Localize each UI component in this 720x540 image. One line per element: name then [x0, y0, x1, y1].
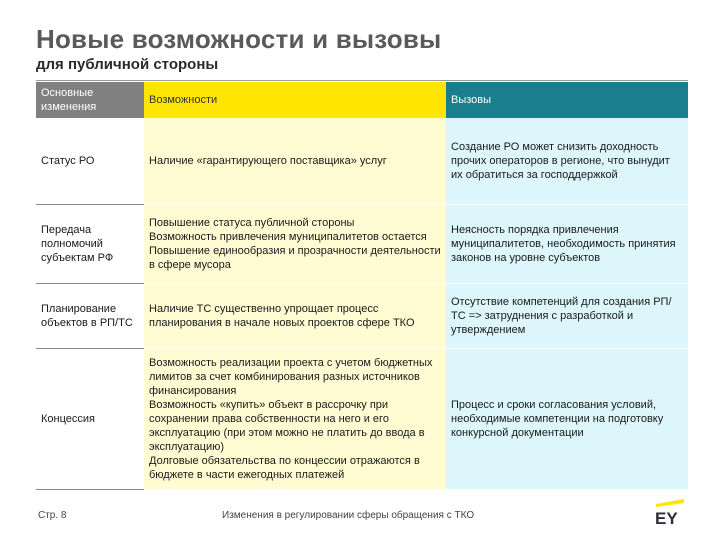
opportunity-item: Возможность «купить» объект в рассрочку при сохранении права собственности на него и его эксплуатацию (при этом можно не платить до ввода в эксплуатацию)	[149, 399, 425, 453]
challenge-item: Процесс и сроки согласования условий, необходимые компетенции на подготовку конкурсной документации	[451, 399, 664, 439]
change-cell: Концессия	[36, 349, 144, 490]
opportunities-cell	[144, 284, 446, 349]
challenges-cell	[446, 118, 688, 205]
logo-beam	[656, 499, 684, 507]
opportunity-item: Долговые обязательства по концессии отражаются в бюджете в части ежегодных платежей	[149, 455, 420, 481]
opportunity-item: Наличие ТС существенно упрощает процесс планирования в начале новых проектов сфере ТКО	[149, 303, 415, 329]
page-subtitle: для публичной стороны	[36, 56, 219, 73]
challenge-item: Отсутствие компетенций для создания РП/ТС => затруднения с разработкой и утверждением	[451, 296, 672, 336]
challenges-cell	[446, 349, 688, 490]
header-challenges: Вызовы	[446, 82, 688, 118]
logo-letters: EY	[655, 509, 678, 526]
header-changes: Основные изменения	[36, 82, 144, 118]
opportunity-item: Повышение единообразия и прозрачности деятельности в сфере мусора	[149, 245, 441, 271]
opportunity-item: Наличие «гарантирующего поставщика» услуг	[149, 155, 387, 167]
table-row	[36, 349, 688, 490]
challenges-cell	[446, 284, 688, 349]
change-cell: Передача полномочий субъектам РФ	[36, 205, 144, 284]
title-divider	[36, 80, 688, 81]
change-cell: Статус РО	[36, 118, 144, 205]
change-cell: Планирование объектов в РП/ТС	[36, 284, 144, 349]
opportunity-item: Возможность реализации проекта с учетом бюджетных лимитов за счет комбинирования разных источников финансирования	[149, 357, 433, 397]
table-row	[36, 284, 688, 349]
table-header-row	[36, 82, 688, 118]
opportunities-cell	[144, 205, 446, 284]
page-number: Стр. 8	[38, 510, 67, 521]
opportunity-item: Возможность привлечения муниципалитетов остается	[149, 231, 427, 243]
footer-caption: Изменения в регулировании сферы обращения с ТКО	[222, 510, 475, 521]
challenge-item: Создание РО может снизить доходность прочих операторов в регионе, что вынудит их обратиться за господдержкой	[451, 141, 670, 181]
page-title: Новые возможности и вызовы	[36, 24, 442, 54]
opportunities-cell	[144, 118, 446, 205]
ey-logo	[652, 498, 686, 526]
table-row	[36, 118, 688, 205]
changes-table	[36, 82, 688, 490]
table-row	[36, 205, 688, 284]
opportunities-cell	[144, 349, 446, 490]
challenges-cell	[446, 205, 688, 284]
opportunity-item: Повышение статуса публичной стороны	[149, 217, 355, 229]
challenge-item: Неясность порядка привлечения муниципалитетов, необходимость принятия законов на уровне субъектов	[451, 224, 676, 264]
header-opportunities: Возможности	[144, 82, 446, 118]
